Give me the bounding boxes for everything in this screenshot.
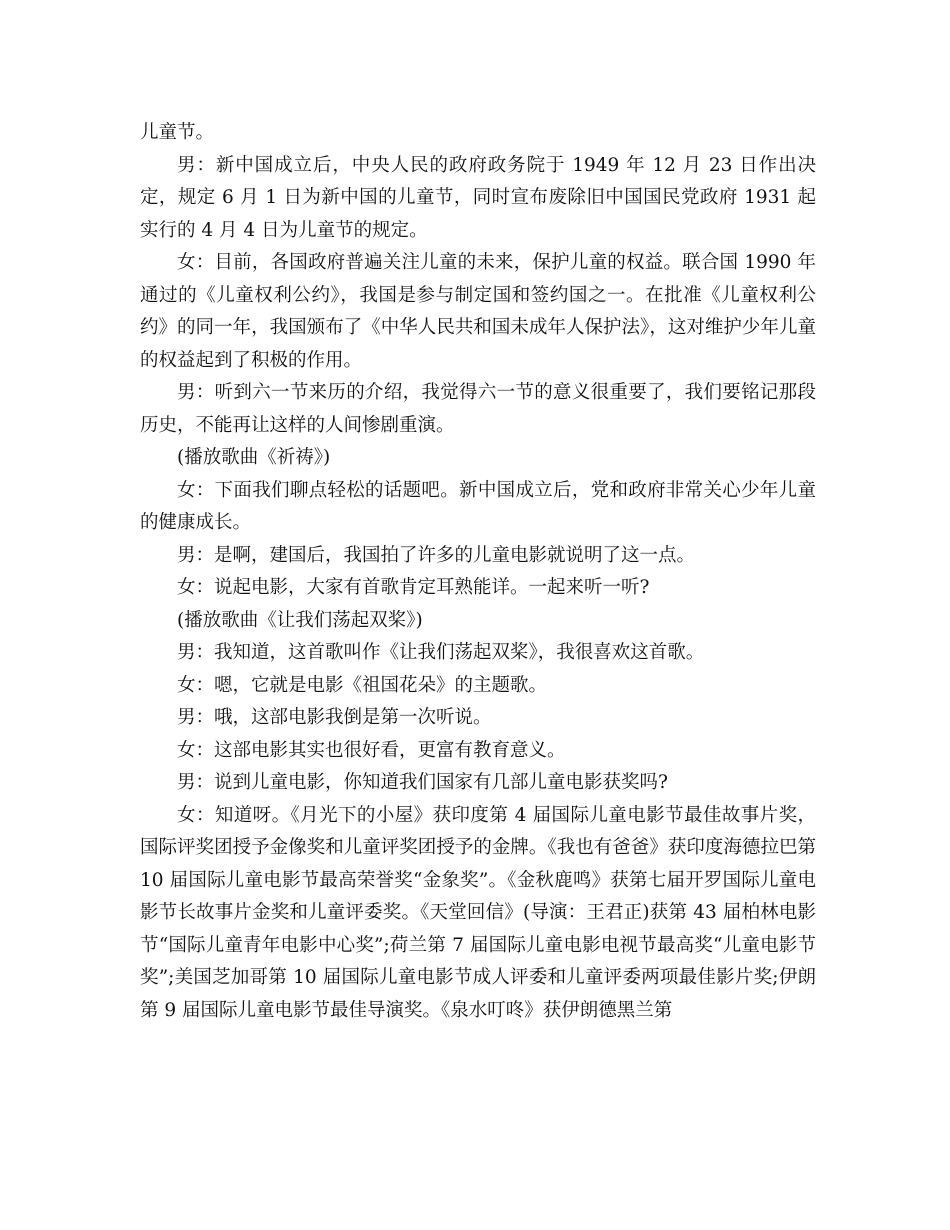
paragraph: 儿童节。 bbox=[140, 122, 215, 143]
paragraph: 女：知道呀。《月光下的小屋》获印度第 4 届国际儿童电影节最佳故事片奖，国际评奖团授予金像奖和儿童评奖团授予的金牌。《我也有爸爸》获印度海德拉巴第 10 届国际儿童电影节最高荣誉奖“金象奖”。《金秋鹿鸣》获第七届开罗国际儿童电影节长故事片金奖和儿童评委奖。《天堂回信》(导演：王君正)获第 43 届柏林电影节“国际儿童青年电影中心奖”;荷兰第 7 届国际儿童电影电视节最高奖“儿童电影节奖”;美国芝加哥第 10 届国际儿童电影节成人评委和儿童评委两项最佳影片奖;伊朗第 9 届国际儿童电影节最佳导演奖。《泉水叮咚》获伊朗德黑兰第 bbox=[140, 804, 816, 1021]
paragraph: 男：听到六一节来历的介绍，我觉得六一节的意义很重要了，我们要铭记那段历史，不能再让这样的人间惨剧重演。 bbox=[140, 382, 816, 436]
paragraph: 男：新中国成立后，中央人民的政府政务院于 1949 年 12 月 23 日作出决定，规定 6 月 1 日为新中国的儿童节，同时宣布废除旧中国国民党政府 1931 起实行的 4 月 4 日为儿童节的规定。 bbox=[140, 154, 816, 241]
paragraph: 男：是啊，建国后，我国拍了许多的儿童电影就说明了这一点。 bbox=[177, 544, 696, 566]
paragraph: 女：说起电影，大家有首歌肯定耳熟能详。一起来听一听? bbox=[177, 577, 650, 598]
paragraph: 女：目前，各国政府普遍关注儿童的未来，保护儿童的权益。联合国 1990 年通过的《儿童权利公约》，我国是参与制定国和签约国之一。在批准《儿童权利公约》的同一年，我国颁布了《中华人民共和国未成年人保护法》，这对维护少年儿童的权益起到了积极的作用。 bbox=[140, 252, 816, 371]
document-body bbox=[140, 117, 816, 1027]
paragraph: (播放歌曲《祈祷》) bbox=[177, 447, 331, 468]
paragraph: 女：嗯，它就是电影《祖国花朵》的主题歌。 bbox=[177, 674, 548, 696]
paragraph: (播放歌曲《让我们荡起双桨》) bbox=[177, 609, 423, 631]
paragraph: 男：说到儿童电影，你知道我们国家有几部儿童电影获奖吗? bbox=[177, 772, 668, 793]
paragraph: 女：下面我们聊点轻松的话题吧。新中国成立后，党和政府非常关心少年儿童的健康成长。 bbox=[140, 479, 816, 533]
paragraph: 男：哦，这部电影我倒是第一次听说。 bbox=[177, 707, 492, 728]
paragraph: 男：我知道，这首歌叫作《让我们荡起双桨》，我很喜欢这首歌。 bbox=[177, 642, 705, 663]
paragraph: 女：这部电影其实也很好看，更富有教育意义。 bbox=[177, 739, 566, 761]
